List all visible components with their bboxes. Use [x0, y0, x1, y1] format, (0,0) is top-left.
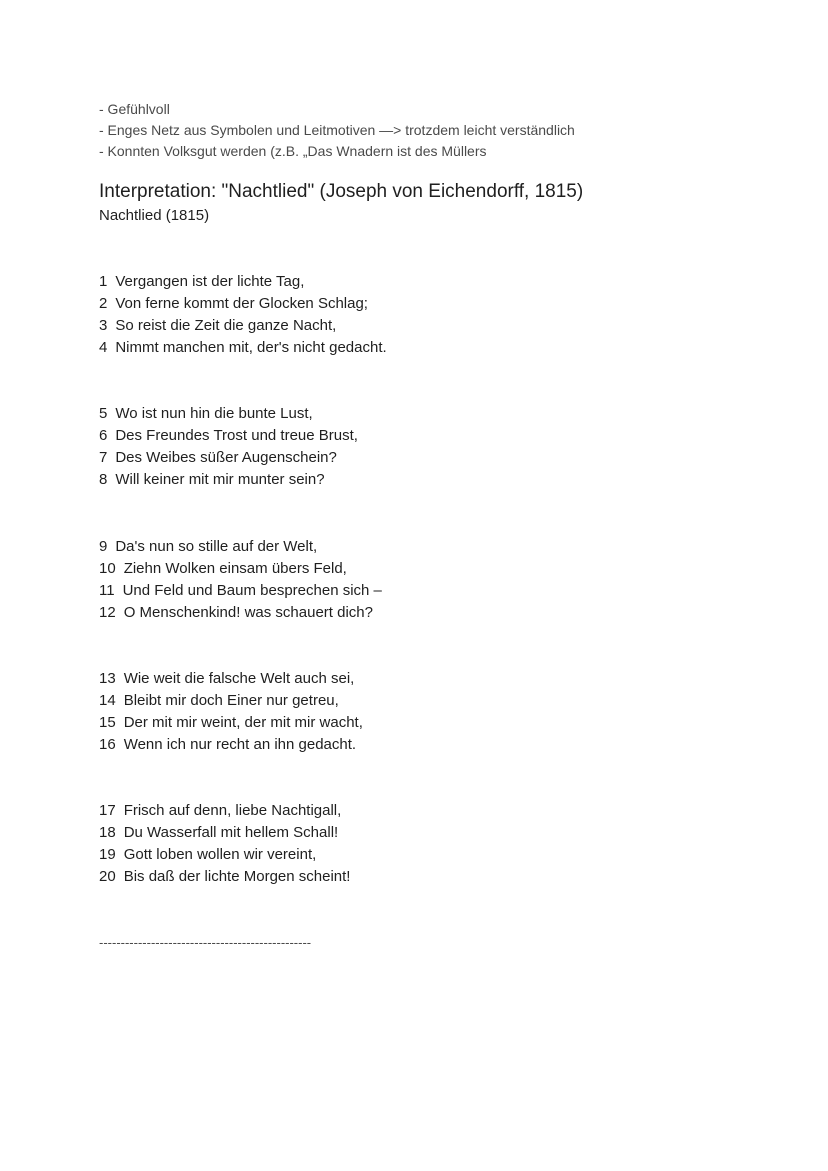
line-number: 15: [99, 714, 116, 731]
line-text: Gott loben wollen wir vereint,: [123, 846, 317, 863]
poem-line: [99, 558, 382, 580]
line-text: Des Freundes Trost und treue Brust,: [115, 427, 358, 444]
line-text: Von ferne kommt der Glocken Schlag;: [115, 295, 368, 312]
line-number: 11: [99, 582, 115, 599]
poem-line: [99, 315, 387, 337]
line-text: Der mit mir weint, der mit mir wacht,: [123, 714, 363, 731]
line-text: Du Wasserfall mit hellem Schall!: [123, 824, 339, 841]
poem-line: [99, 866, 350, 888]
poem-line: [99, 580, 382, 602]
poem-line: [99, 712, 363, 734]
poem-line: [99, 822, 350, 844]
line-text: Bis daß der lichte Morgen scheint!: [123, 868, 351, 885]
line-text: Ziehn Wolken einsam übers Feld,: [123, 560, 347, 577]
line-text: Des Weibes süßer Augenschein?: [115, 449, 337, 466]
poem-line: [99, 668, 363, 690]
line-number: 1: [99, 273, 108, 290]
stanza-3: [99, 536, 382, 624]
line-number: 18: [99, 824, 116, 841]
poem-line: [99, 425, 358, 447]
line-number: 13: [99, 670, 116, 687]
poem-line: [99, 403, 358, 425]
poem-line: [99, 293, 387, 315]
line-number: 20: [99, 868, 116, 885]
line-text: Vergangen ist der lichte Tag,: [115, 273, 305, 290]
line-text: O Menschenkind! was schauert dich?: [123, 604, 373, 621]
notes-list: [99, 99, 575, 162]
poem-line: [99, 690, 363, 712]
poem-title: Nachtlied (1815): [99, 207, 210, 224]
section-divider: -------------------------------------------------: [99, 935, 312, 950]
poem-line: [99, 602, 382, 624]
poem-line: [99, 800, 350, 822]
line-number: 2: [99, 295, 108, 312]
stanza-1: [99, 271, 387, 359]
line-text: Wie weit die falsche Welt auch sei,: [123, 670, 355, 687]
stanza-5: [99, 800, 350, 888]
line-number: 16: [99, 736, 116, 753]
interpretation-heading: Interpretation: "Nachtlied" (Joseph von Eichendorff, 1815): [99, 181, 584, 202]
line-number: 3: [99, 317, 108, 334]
poem-line: [99, 734, 363, 756]
stanza-2: [99, 403, 358, 491]
line-number: 19: [99, 846, 116, 863]
poem-line: [99, 844, 350, 866]
poem-line: [99, 271, 387, 293]
poem-line: [99, 536, 382, 558]
line-number: 14: [99, 692, 116, 709]
line-number: 7: [99, 449, 108, 466]
line-number: 12: [99, 604, 116, 621]
line-text: Da's nun so stille auf der Welt,: [115, 538, 318, 555]
line-text: Und Feld und Baum besprechen sich –: [122, 582, 382, 599]
line-number: 10: [99, 560, 116, 577]
line-text: Wo ist nun hin die bunte Lust,: [115, 405, 313, 422]
line-text: So reist die Zeit die ganze Nacht,: [115, 317, 337, 334]
line-number: 9: [99, 538, 108, 555]
stanza-4: [99, 668, 363, 756]
poem-line: [99, 469, 358, 491]
note-item: - Enges Netz aus Symbolen und Leitmotiven —> trotzdem leicht verständlich: [99, 122, 575, 138]
poem-line: [99, 337, 387, 359]
line-text: Frisch auf denn, liebe Nachtigall,: [123, 802, 342, 819]
line-number: 17: [99, 802, 116, 819]
line-number: 5: [99, 405, 108, 422]
note-item: - Konnten Volksgut werden (z.B. „Das Wnadern ist des Müllers: [99, 143, 487, 159]
line-text: Bleibt mir doch Einer nur getreu,: [123, 692, 339, 709]
line-text: Wenn ich nur recht an ihn gedacht.: [123, 736, 357, 753]
poem-line: [99, 447, 358, 469]
line-text: Nimmt manchen mit, der's nicht gedacht.: [115, 339, 387, 356]
line-number: 4: [99, 339, 108, 356]
line-number: 6: [99, 427, 108, 444]
note-item: - Gefühlvoll: [99, 101, 170, 117]
line-text: Will keiner mit mir munter sein?: [115, 471, 325, 488]
line-number: 8: [99, 471, 108, 488]
